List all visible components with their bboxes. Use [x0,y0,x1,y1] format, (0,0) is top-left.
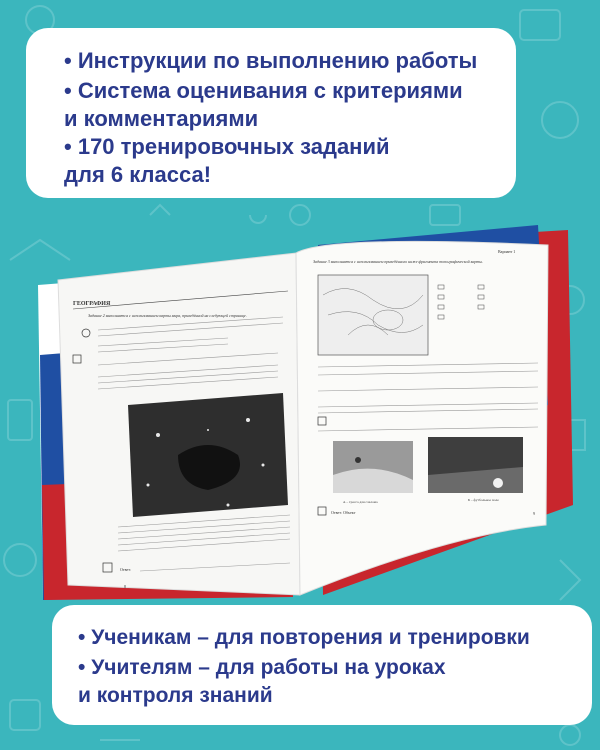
workbook-illustration [28,205,588,605]
right-answer-object: Ответ: Объект [331,510,356,515]
left-task-title: Задание 2 выполняется с использованием карты мира, приведённой на следующей странице. [88,313,247,318]
audience-line-3: и контроля знаний [78,684,273,707]
feature-line-2: • Система оценивания с критериями [64,78,463,103]
left-page-number: 8 [124,584,126,589]
audience-card [52,605,592,725]
feature-line-4: • 170 тренировочных заданий [64,134,390,159]
features-card [26,28,516,198]
left-page-header: ГЕОГРАФИЯ [73,301,111,307]
audience-line-2: • Учителям – для работы на уроках [78,656,446,679]
ski-caption: А – трасса для слалома [343,500,378,504]
football-caption: Б – футбольное поле [468,498,499,502]
right-page-header: Вариант 1 [498,249,516,254]
feature-line-3: и комментариями [64,106,259,131]
feature-line-5: для 6 класса! [64,162,212,187]
right-task-title: Задание 3 выполняется с использованием приведённого ниже фрагмента топографической карты. [313,259,483,264]
feature-line-1: • Инструкции по выполнению работы [64,48,478,73]
topographic-map [318,275,428,355]
left-answer-label: Ответ: [120,567,132,572]
audience-line-1: • Ученикам – для повторения и тренировки [78,626,530,649]
right-page-number: 9 [533,511,535,516]
